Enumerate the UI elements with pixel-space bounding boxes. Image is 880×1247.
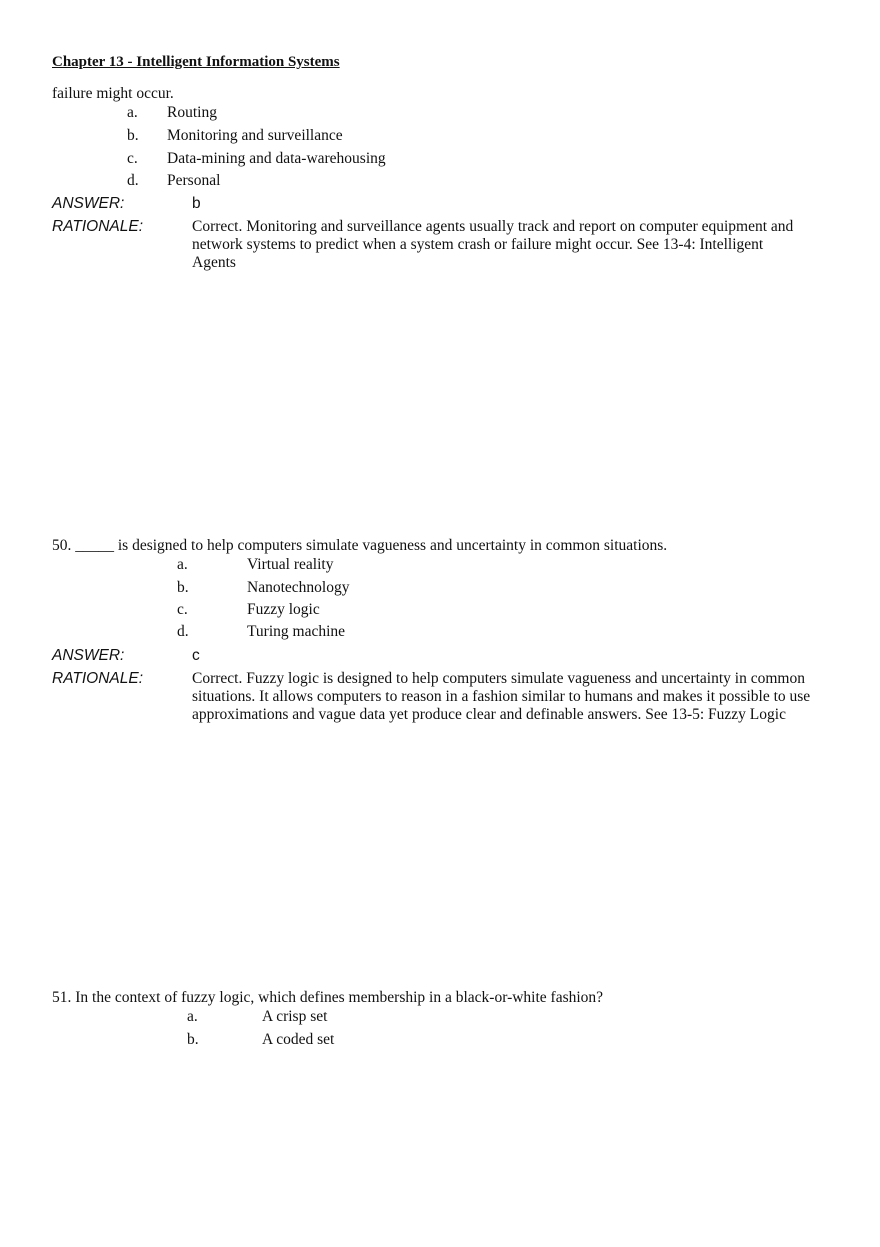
answer-value: c — [192, 647, 200, 664]
option-text: Fuzzy logic — [247, 601, 320, 618]
rationale-line: Agents — [192, 254, 236, 271]
option-letter: b. — [127, 127, 139, 144]
rationale-label: RATIONALE: — [52, 218, 144, 235]
option-letter: c. — [177, 601, 188, 618]
rationale-line: Correct. Fuzzy logic is designed to help computers simulate vagueness and uncertainty in common — [192, 670, 805, 687]
question-50-text: 50. _____ is designed to help computers simulate vagueness and uncertainty in common situations. — [52, 537, 668, 554]
question-49-continuation: failure might occur. — [52, 85, 174, 102]
option-text: Data-mining and data-warehousing — [167, 150, 386, 167]
option-letter: a. — [127, 104, 138, 121]
option-text: Virtual reality — [247, 556, 334, 573]
option-letter: c. — [127, 150, 138, 167]
page-title: Chapter 13 - Intelligent Information Systems — [52, 54, 340, 70]
answer-value: b — [192, 195, 201, 212]
option-text: Personal — [167, 172, 221, 189]
answer-label: ANSWER: — [52, 647, 125, 664]
option-text: Routing — [167, 104, 217, 121]
rationale-line: approximations and vague data yet produce clear and definable answers. See 13-5: Fuzzy Logic — [192, 706, 786, 723]
rationale-line: network systems to predict when a system crash or failure might occur. See 13-4: Intelligent — [192, 236, 764, 253]
option-letter: b. — [177, 579, 189, 596]
option-letter: d. — [127, 172, 139, 189]
option-letter: d. — [177, 623, 189, 640]
rationale-line: situations. It allows computers to reason in a fashion similar to humans and makes it possible to use — [192, 688, 811, 705]
option-text: Turing machine — [247, 623, 346, 640]
option-text: A crisp set — [262, 1008, 328, 1025]
answer-label: ANSWER: — [52, 195, 125, 212]
option-text: Nanotechnology — [247, 579, 350, 596]
option-letter: b. — [187, 1031, 199, 1048]
option-text: A coded set — [262, 1031, 335, 1048]
question-51-text: 51. In the context of fuzzy logic, which defines membership in a black-or-white fashion? — [52, 989, 604, 1006]
option-letter: a. — [187, 1008, 198, 1025]
option-letter: a. — [177, 556, 188, 573]
option-text: Monitoring and surveillance — [167, 127, 343, 144]
rationale-label: RATIONALE: — [52, 670, 144, 687]
rationale-line: Correct. Monitoring and surveillance agents usually track and report on computer equipment and — [192, 218, 794, 235]
